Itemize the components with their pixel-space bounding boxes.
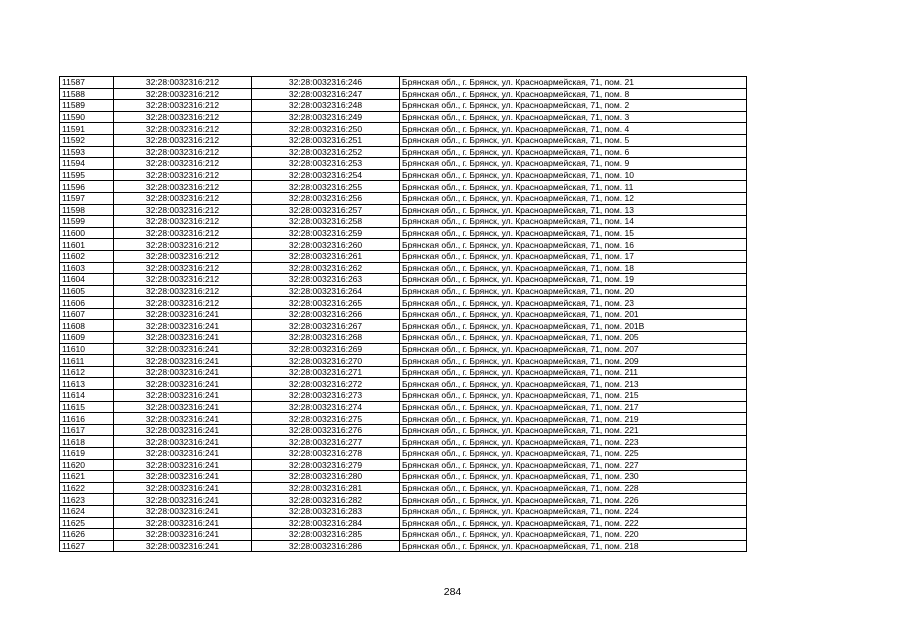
row-number-cell: 11612 — [60, 366, 114, 378]
parent-cadastral-number-cell: 32:28:0032316:241 — [114, 540, 252, 552]
address-cell: Брянская обл., г. Брянск, ул. Красноармейская, 71, пом. 222 — [400, 517, 747, 529]
cadastral-number-cell: 32:28:0032316:247 — [252, 88, 400, 100]
cadastral-number-cell: 32:28:0032316:274 — [252, 401, 400, 413]
table-row — [60, 192, 747, 204]
parent-cadastral-number-cell: 32:28:0032316:212 — [114, 274, 252, 286]
address-cell: Брянская обл., г. Брянск, ул. Красноармейская, 71, пом. 218 — [400, 540, 747, 552]
cadastral-number-cell: 32:28:0032316:277 — [252, 436, 400, 448]
address-cell: Брянская обл., г. Брянск, ул. Красноармейская, 71, пом. 220 — [400, 529, 747, 541]
table-row — [60, 77, 747, 89]
table-row — [60, 123, 747, 135]
row-number-cell: 11595 — [60, 169, 114, 181]
parent-cadastral-number-cell: 32:28:0032316:212 — [114, 192, 252, 204]
address-cell: Брянская обл., г. Брянск, ул. Красноармейская, 71, пом. 6 — [400, 146, 747, 158]
cadastral-number-cell: 32:28:0032316:279 — [252, 459, 400, 471]
cadastral-number-cell: 32:28:0032316:278 — [252, 448, 400, 460]
row-number-cell: 11613 — [60, 378, 114, 390]
table-row — [60, 355, 747, 367]
row-number-cell: 11591 — [60, 123, 114, 135]
cadastral-number-cell: 32:28:0032316:255 — [252, 181, 400, 193]
row-number-cell: 11588 — [60, 88, 114, 100]
table-row — [60, 494, 747, 506]
parent-cadastral-number-cell: 32:28:0032316:241 — [114, 413, 252, 425]
row-number-cell: 11599 — [60, 216, 114, 228]
address-cell: Брянская обл., г. Брянск, ул. Красноармейская, 71, пом. 2 — [400, 100, 747, 112]
parent-cadastral-number-cell: 32:28:0032316:212 — [114, 100, 252, 112]
cadastral-number-cell: 32:28:0032316:250 — [252, 123, 400, 135]
cadastral-number-cell: 32:28:0032316:251 — [252, 134, 400, 146]
table-row — [60, 424, 747, 436]
address-cell: Брянская обл., г. Брянск, ул. Красноармейская, 71, пом. 215 — [400, 390, 747, 402]
address-cell: Брянская обл., г. Брянск, ул. Красноармейская, 71, пом. 4 — [400, 123, 747, 135]
address-cell: Брянская обл., г. Брянск, ул. Красноармейская, 71, пом. 11 — [400, 181, 747, 193]
page-number: 284 — [443, 586, 462, 598]
table-body — [60, 77, 747, 552]
cadastral-number-cell: 32:28:0032316:264 — [252, 285, 400, 297]
row-number-cell: 11601 — [60, 239, 114, 251]
table-row — [60, 471, 747, 483]
address-cell: Брянская обл., г. Брянск, ул. Красноармейская, 71, пом. 223 — [400, 436, 747, 448]
cadastral-number-cell: 32:28:0032316:283 — [252, 505, 400, 517]
cadastral-number-cell: 32:28:0032316:257 — [252, 204, 400, 216]
row-number-cell: 11597 — [60, 192, 114, 204]
address-cell: Брянская обл., г. Брянск, ул. Красноармейская, 71, пом. 211 — [400, 366, 747, 378]
address-cell: Брянская обл., г. Брянск, ул. Красноармейская, 71, пом. 207 — [400, 343, 747, 355]
table-row — [60, 366, 747, 378]
parent-cadastral-number-cell: 32:28:0032316:212 — [114, 239, 252, 251]
parent-cadastral-number-cell: 32:28:0032316:241 — [114, 471, 252, 483]
table-row — [60, 529, 747, 541]
parent-cadastral-number-cell: 32:28:0032316:212 — [114, 146, 252, 158]
row-number-cell: 11615 — [60, 401, 114, 413]
parent-cadastral-number-cell: 32:28:0032316:241 — [114, 436, 252, 448]
table-row — [60, 239, 747, 251]
row-number-cell: 11625 — [60, 517, 114, 529]
row-number-cell: 11587 — [60, 77, 114, 89]
table-row — [60, 216, 747, 228]
table-row — [60, 540, 747, 552]
table-row — [60, 88, 747, 100]
parent-cadastral-number-cell: 32:28:0032316:241 — [114, 448, 252, 460]
row-number-cell: 11609 — [60, 332, 114, 344]
cadastral-number-cell: 32:28:0032316:286 — [252, 540, 400, 552]
table-row — [60, 262, 747, 274]
table-row — [60, 250, 747, 262]
row-number-cell: 11596 — [60, 181, 114, 193]
parent-cadastral-number-cell: 32:28:0032316:212 — [114, 134, 252, 146]
cadastral-number-cell: 32:28:0032316:276 — [252, 424, 400, 436]
table-row — [60, 169, 747, 181]
address-cell: Брянская обл., г. Брянск, ул. Красноармейская, 71, пом. 5 — [400, 134, 747, 146]
cadastral-number-cell: 32:28:0032316:281 — [252, 482, 400, 494]
cadastral-number-cell: 32:28:0032316:256 — [252, 192, 400, 204]
address-cell: Брянская обл., г. Брянск, ул. Красноармейская, 71, пом. 15 — [400, 227, 747, 239]
table-row — [60, 181, 747, 193]
table-row — [60, 390, 747, 402]
table-row — [60, 134, 747, 146]
address-cell: Брянская обл., г. Брянск, ул. Красноармейская, 71, пом. 201В — [400, 320, 747, 332]
row-number-cell: 11594 — [60, 158, 114, 170]
cadastral-number-cell: 32:28:0032316:246 — [252, 77, 400, 89]
parent-cadastral-number-cell: 32:28:0032316:241 — [114, 482, 252, 494]
address-cell: Брянская обл., г. Брянск, ул. Красноармейская, 71, пом. 10 — [400, 169, 747, 181]
cadastral-number-cell: 32:28:0032316:260 — [252, 239, 400, 251]
cadastral-number-cell: 32:28:0032316:273 — [252, 390, 400, 402]
parent-cadastral-number-cell: 32:28:0032316:241 — [114, 366, 252, 378]
address-cell: Брянская обл., г. Брянск, ул. Красноармейская, 71, пом. 9 — [400, 158, 747, 170]
address-cell: Брянская обл., г. Брянск, ул. Красноармейская, 71, пом. 201 — [400, 308, 747, 320]
cadastral-number-cell: 32:28:0032316:275 — [252, 413, 400, 425]
cadastral-number-cell: 32:28:0032316:261 — [252, 250, 400, 262]
address-cell: Брянская обл., г. Брянск, ул. Красноармейская, 71, пом. 20 — [400, 285, 747, 297]
table-row — [60, 146, 747, 158]
row-number-cell: 11622 — [60, 482, 114, 494]
parent-cadastral-number-cell: 32:28:0032316:241 — [114, 459, 252, 471]
cadastral-number-cell: 32:28:0032316:263 — [252, 274, 400, 286]
cadastral-number-cell: 32:28:0032316:258 — [252, 216, 400, 228]
table-row — [60, 158, 747, 170]
row-number-cell: 11600 — [60, 227, 114, 239]
parent-cadastral-number-cell: 32:28:0032316:212 — [114, 204, 252, 216]
table-row — [60, 204, 747, 216]
row-number-cell: 11589 — [60, 100, 114, 112]
cadastral-number-cell: 32:28:0032316:284 — [252, 517, 400, 529]
address-cell: Брянская обл., г. Брянск, ул. Красноармейская, 71, пом. 230 — [400, 471, 747, 483]
row-number-cell: 11605 — [60, 285, 114, 297]
table-row — [60, 517, 747, 529]
parent-cadastral-number-cell: 32:28:0032316:241 — [114, 390, 252, 402]
parent-cadastral-number-cell: 32:28:0032316:212 — [114, 181, 252, 193]
cadastral-number-cell: 32:28:0032316:285 — [252, 529, 400, 541]
parent-cadastral-number-cell: 32:28:0032316:241 — [114, 517, 252, 529]
row-number-cell: 11602 — [60, 250, 114, 262]
table-row — [60, 448, 747, 460]
row-number-cell: 11598 — [60, 204, 114, 216]
cadastral-number-cell: 32:28:0032316:266 — [252, 308, 400, 320]
address-cell: Брянская обл., г. Брянск, ул. Красноармейская, 71, пом. 227 — [400, 459, 747, 471]
address-cell: Брянская обл., г. Брянск, ул. Красноармейская, 71, пом. 18 — [400, 262, 747, 274]
address-cell: Брянская обл., г. Брянск, ул. Красноармейская, 71, пом. 13 — [400, 204, 747, 216]
parent-cadastral-number-cell: 32:28:0032316:212 — [114, 169, 252, 181]
table-row — [60, 343, 747, 355]
cadastral-number-cell: 32:28:0032316:252 — [252, 146, 400, 158]
parent-cadastral-number-cell: 32:28:0032316:212 — [114, 123, 252, 135]
table-row — [60, 459, 747, 471]
row-number-cell: 11603 — [60, 262, 114, 274]
parent-cadastral-number-cell: 32:28:0032316:241 — [114, 308, 252, 320]
parent-cadastral-number-cell: 32:28:0032316:241 — [114, 424, 252, 436]
address-cell: Брянская обл., г. Брянск, ул. Красноармейская, 71, пом. 8 — [400, 88, 747, 100]
table-row — [60, 297, 747, 309]
cadastral-number-cell: 32:28:0032316:265 — [252, 297, 400, 309]
address-cell: Брянская обл., г. Брянск, ул. Красноармейская, 71, пом. 21 — [400, 77, 747, 89]
address-cell: Брянская обл., г. Брянск, ул. Красноармейская, 71, пом. 224 — [400, 505, 747, 517]
table-row — [60, 413, 747, 425]
cadastral-number-cell: 32:28:0032316:253 — [252, 158, 400, 170]
parent-cadastral-number-cell: 32:28:0032316:241 — [114, 355, 252, 367]
table-row — [60, 274, 747, 286]
cadastral-number-cell: 32:28:0032316:262 — [252, 262, 400, 274]
cadastral-table — [59, 76, 747, 552]
table-row — [60, 227, 747, 239]
parent-cadastral-number-cell: 32:28:0032316:241 — [114, 505, 252, 517]
row-number-cell: 11614 — [60, 390, 114, 402]
parent-cadastral-number-cell: 32:28:0032316:212 — [114, 88, 252, 100]
parent-cadastral-number-cell: 32:28:0032316:212 — [114, 77, 252, 89]
table-row — [60, 320, 747, 332]
row-number-cell: 11606 — [60, 297, 114, 309]
address-cell: Брянская обл., г. Брянск, ул. Красноармейская, 71, пом. 209 — [400, 355, 747, 367]
parent-cadastral-number-cell: 32:28:0032316:241 — [114, 320, 252, 332]
address-cell: Брянская обл., г. Брянск, ул. Красноармейская, 71, пом. 3 — [400, 111, 747, 123]
row-number-cell: 11607 — [60, 308, 114, 320]
cadastral-number-cell: 32:28:0032316:270 — [252, 355, 400, 367]
table-row — [60, 100, 747, 112]
cadastral-number-cell: 32:28:0032316:267 — [252, 320, 400, 332]
row-number-cell: 11623 — [60, 494, 114, 506]
parent-cadastral-number-cell: 32:28:0032316:212 — [114, 216, 252, 228]
address-cell: Брянская обл., г. Брянск, ул. Красноармейская, 71, пом. 205 — [400, 332, 747, 344]
parent-cadastral-number-cell: 32:28:0032316:212 — [114, 227, 252, 239]
parent-cadastral-number-cell: 32:28:0032316:212 — [114, 250, 252, 262]
parent-cadastral-number-cell: 32:28:0032316:241 — [114, 343, 252, 355]
table-row — [60, 436, 747, 448]
row-number-cell: 11610 — [60, 343, 114, 355]
address-cell: Брянская обл., г. Брянск, ул. Красноармейская, 71, пом. 23 — [400, 297, 747, 309]
address-cell: Брянская обл., г. Брянск, ул. Красноармейская, 71, пом. 17 — [400, 250, 747, 262]
parent-cadastral-number-cell: 32:28:0032316:241 — [114, 401, 252, 413]
row-number-cell: 11618 — [60, 436, 114, 448]
address-cell: Брянская обл., г. Брянск, ул. Красноармейская, 71, пом. 221 — [400, 424, 747, 436]
row-number-cell: 11621 — [60, 471, 114, 483]
row-number-cell: 11616 — [60, 413, 114, 425]
cadastral-number-cell: 32:28:0032316:248 — [252, 100, 400, 112]
table-row — [60, 308, 747, 320]
cadastral-number-cell: 32:28:0032316:268 — [252, 332, 400, 344]
cadastral-number-cell: 32:28:0032316:249 — [252, 111, 400, 123]
cadastral-number-cell: 32:28:0032316:280 — [252, 471, 400, 483]
address-cell: Брянская обл., г. Брянск, ул. Красноармейская, 71, пом. 225 — [400, 448, 747, 460]
parent-cadastral-number-cell: 32:28:0032316:212 — [114, 297, 252, 309]
address-cell: Брянская обл., г. Брянск, ул. Красноармейская, 71, пом. 213 — [400, 378, 747, 390]
row-number-cell: 11590 — [60, 111, 114, 123]
table-row — [60, 505, 747, 517]
row-number-cell: 11620 — [60, 459, 114, 471]
table-row — [60, 111, 747, 123]
table-row — [60, 378, 747, 390]
table-row — [60, 332, 747, 344]
parent-cadastral-number-cell: 32:28:0032316:241 — [114, 494, 252, 506]
cadastral-number-cell: 32:28:0032316:271 — [252, 366, 400, 378]
parent-cadastral-number-cell: 32:28:0032316:212 — [114, 111, 252, 123]
row-number-cell: 11617 — [60, 424, 114, 436]
row-number-cell: 11619 — [60, 448, 114, 460]
row-number-cell: 11593 — [60, 146, 114, 158]
cadastral-number-cell: 32:28:0032316:259 — [252, 227, 400, 239]
row-number-cell: 11611 — [60, 355, 114, 367]
row-number-cell: 11592 — [60, 134, 114, 146]
address-cell: Брянская обл., г. Брянск, ул. Красноармейская, 71, пом. 219 — [400, 413, 747, 425]
cadastral-number-cell: 32:28:0032316:269 — [252, 343, 400, 355]
parent-cadastral-number-cell: 32:28:0032316:241 — [114, 529, 252, 541]
table-row — [60, 482, 747, 494]
cadastral-number-cell: 32:28:0032316:282 — [252, 494, 400, 506]
table-row — [60, 401, 747, 413]
address-cell: Брянская обл., г. Брянск, ул. Красноармейская, 71, пом. 226 — [400, 494, 747, 506]
parent-cadastral-number-cell: 32:28:0032316:212 — [114, 158, 252, 170]
row-number-cell: 11604 — [60, 274, 114, 286]
cadastral-number-cell: 32:28:0032316:272 — [252, 378, 400, 390]
row-number-cell: 11608 — [60, 320, 114, 332]
address-cell: Брянская обл., г. Брянск, ул. Красноармейская, 71, пом. 16 — [400, 239, 747, 251]
address-cell: Брянская обл., г. Брянск, ул. Красноармейская, 71, пом. 12 — [400, 192, 747, 204]
cadastral-number-cell: 32:28:0032316:254 — [252, 169, 400, 181]
row-number-cell: 11624 — [60, 505, 114, 517]
row-number-cell: 11627 — [60, 540, 114, 552]
parent-cadastral-number-cell: 32:28:0032316:212 — [114, 262, 252, 274]
parent-cadastral-number-cell: 32:28:0032316:241 — [114, 332, 252, 344]
address-cell: Брянская обл., г. Брянск, ул. Красноармейская, 71, пом. 19 — [400, 274, 747, 286]
address-cell: Брянская обл., г. Брянск, ул. Красноармейская, 71, пом. 228 — [400, 482, 747, 494]
table-row — [60, 285, 747, 297]
address-cell: Брянская обл., г. Брянск, ул. Красноармейская, 71, пом. 217 — [400, 401, 747, 413]
row-number-cell: 11626 — [60, 529, 114, 541]
address-cell: Брянская обл., г. Брянск, ул. Красноармейская, 71, пом. 14 — [400, 216, 747, 228]
parent-cadastral-number-cell: 32:28:0032316:241 — [114, 378, 252, 390]
parent-cadastral-number-cell: 32:28:0032316:212 — [114, 285, 252, 297]
